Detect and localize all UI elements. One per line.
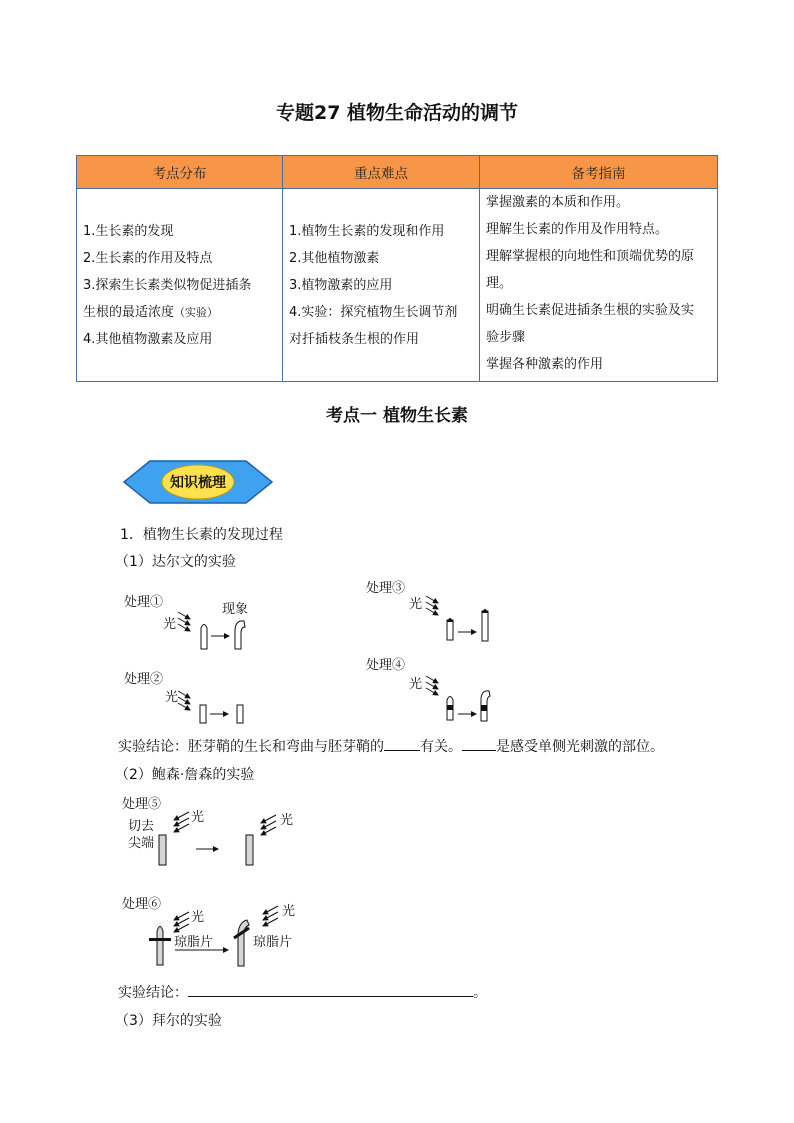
conclusion2-prefix: 实验结论： xyxy=(118,985,188,1001)
conclusion-suffix: 是感受单侧光刺激的部位。 xyxy=(496,739,664,755)
header-study-guide: 备考指南 xyxy=(480,156,718,189)
label-light-1: 光 xyxy=(163,617,177,632)
header-exam-points: 考点分布 xyxy=(77,156,283,189)
page-title: 专题27 植物生命活动的调节 xyxy=(275,102,519,124)
label-light-3: 光 xyxy=(409,597,423,612)
coleoptile-agar xyxy=(157,927,163,966)
label-treatment-1: 处理① xyxy=(124,595,164,610)
subheading-paal: （3）拜尔的实验 xyxy=(115,1013,222,1029)
list-item: 对扦插枝条生根的作用 xyxy=(289,331,420,347)
label-treatment-4: 处理④ xyxy=(366,658,406,673)
conclusion-mid: 有关。 xyxy=(420,739,462,755)
list-item: 掌握各种激素的作用 xyxy=(486,357,604,372)
list-item: 验步骤 xyxy=(486,330,526,345)
coleoptile-agar-result xyxy=(238,920,249,966)
answer-blank-3[interactable] xyxy=(188,982,473,997)
label-phenomenon: 现象 xyxy=(222,602,249,617)
label-light-2: 光 xyxy=(165,690,179,705)
list-item: 理解掌握根的向地性和顶端优势的原 xyxy=(486,249,695,264)
label-treatment-6: 处理⑥ xyxy=(122,897,162,912)
label-agar-2: 琼脂片 xyxy=(253,935,293,950)
list-item: 明确生长素促进插条生根的实验及实 xyxy=(486,303,695,318)
label-light-5: 光 xyxy=(191,810,205,825)
list-item: 4.其他植物激素及应用 xyxy=(83,331,213,347)
coleoptile-decapitated-result xyxy=(246,835,253,865)
label-light-6b: 光 xyxy=(282,904,296,919)
section-title: 考点一 植物生长素 xyxy=(326,406,468,426)
label-cut-2: 尖端 xyxy=(128,836,155,851)
list-item: 1.植物生长素的发现和作用 xyxy=(289,223,445,239)
list-item: 1.生长素的发现 xyxy=(83,223,174,239)
label-light-5b: 光 xyxy=(280,813,294,828)
list-item: 3.探索生长素类似物促进插条 xyxy=(83,277,252,293)
subheading-darwin: （1）达尔文的实验 xyxy=(115,554,236,570)
label-cut-1: 切去 xyxy=(128,819,155,834)
agar-block xyxy=(149,938,171,941)
list-item: 掌握激素的本质和作用。 xyxy=(486,195,630,210)
header-key-difficulties: 重点难点 xyxy=(283,156,480,189)
conclusion-boysen-jensen xyxy=(118,982,487,1002)
list-item-text: 生根的最适浓度 xyxy=(83,304,175,320)
label-light-6: 光 xyxy=(191,910,205,925)
conclusion2-suffix: 。 xyxy=(473,985,487,1001)
badge-label: 知识梳理 xyxy=(170,475,226,491)
list-item: 4.实验：探究植物生长调节剂 xyxy=(289,304,458,320)
list-item: 3.植物激素的应用 xyxy=(289,277,393,293)
label-agar-1: 琼脂片 xyxy=(174,935,214,950)
label-treatment-3: 处理③ xyxy=(366,581,406,596)
heading-discovery: 1．植物生长素的发现过程 xyxy=(120,527,283,543)
coleoptile-decapitated xyxy=(159,835,166,865)
label-treatment-2: 处理② xyxy=(124,672,164,687)
list-item: 2.生长素的作用及特点 xyxy=(83,250,213,266)
experiment-note: （实验） xyxy=(174,305,219,319)
list-item: 理。 xyxy=(486,276,513,291)
subheading-boysen-jensen: （2）鲍森·詹森的实验 xyxy=(115,767,255,783)
conclusion-prefix: 实验结论：胚芽鞘的生长和弯曲与胚芽鞘的 xyxy=(118,739,384,755)
list-item: 2.其他植物激素 xyxy=(289,250,380,266)
label-light-4: 光 xyxy=(409,677,423,692)
list-item: 理解生长素的作用及作用特点。 xyxy=(486,222,669,237)
label-treatment-5: 处理⑤ xyxy=(122,797,162,812)
